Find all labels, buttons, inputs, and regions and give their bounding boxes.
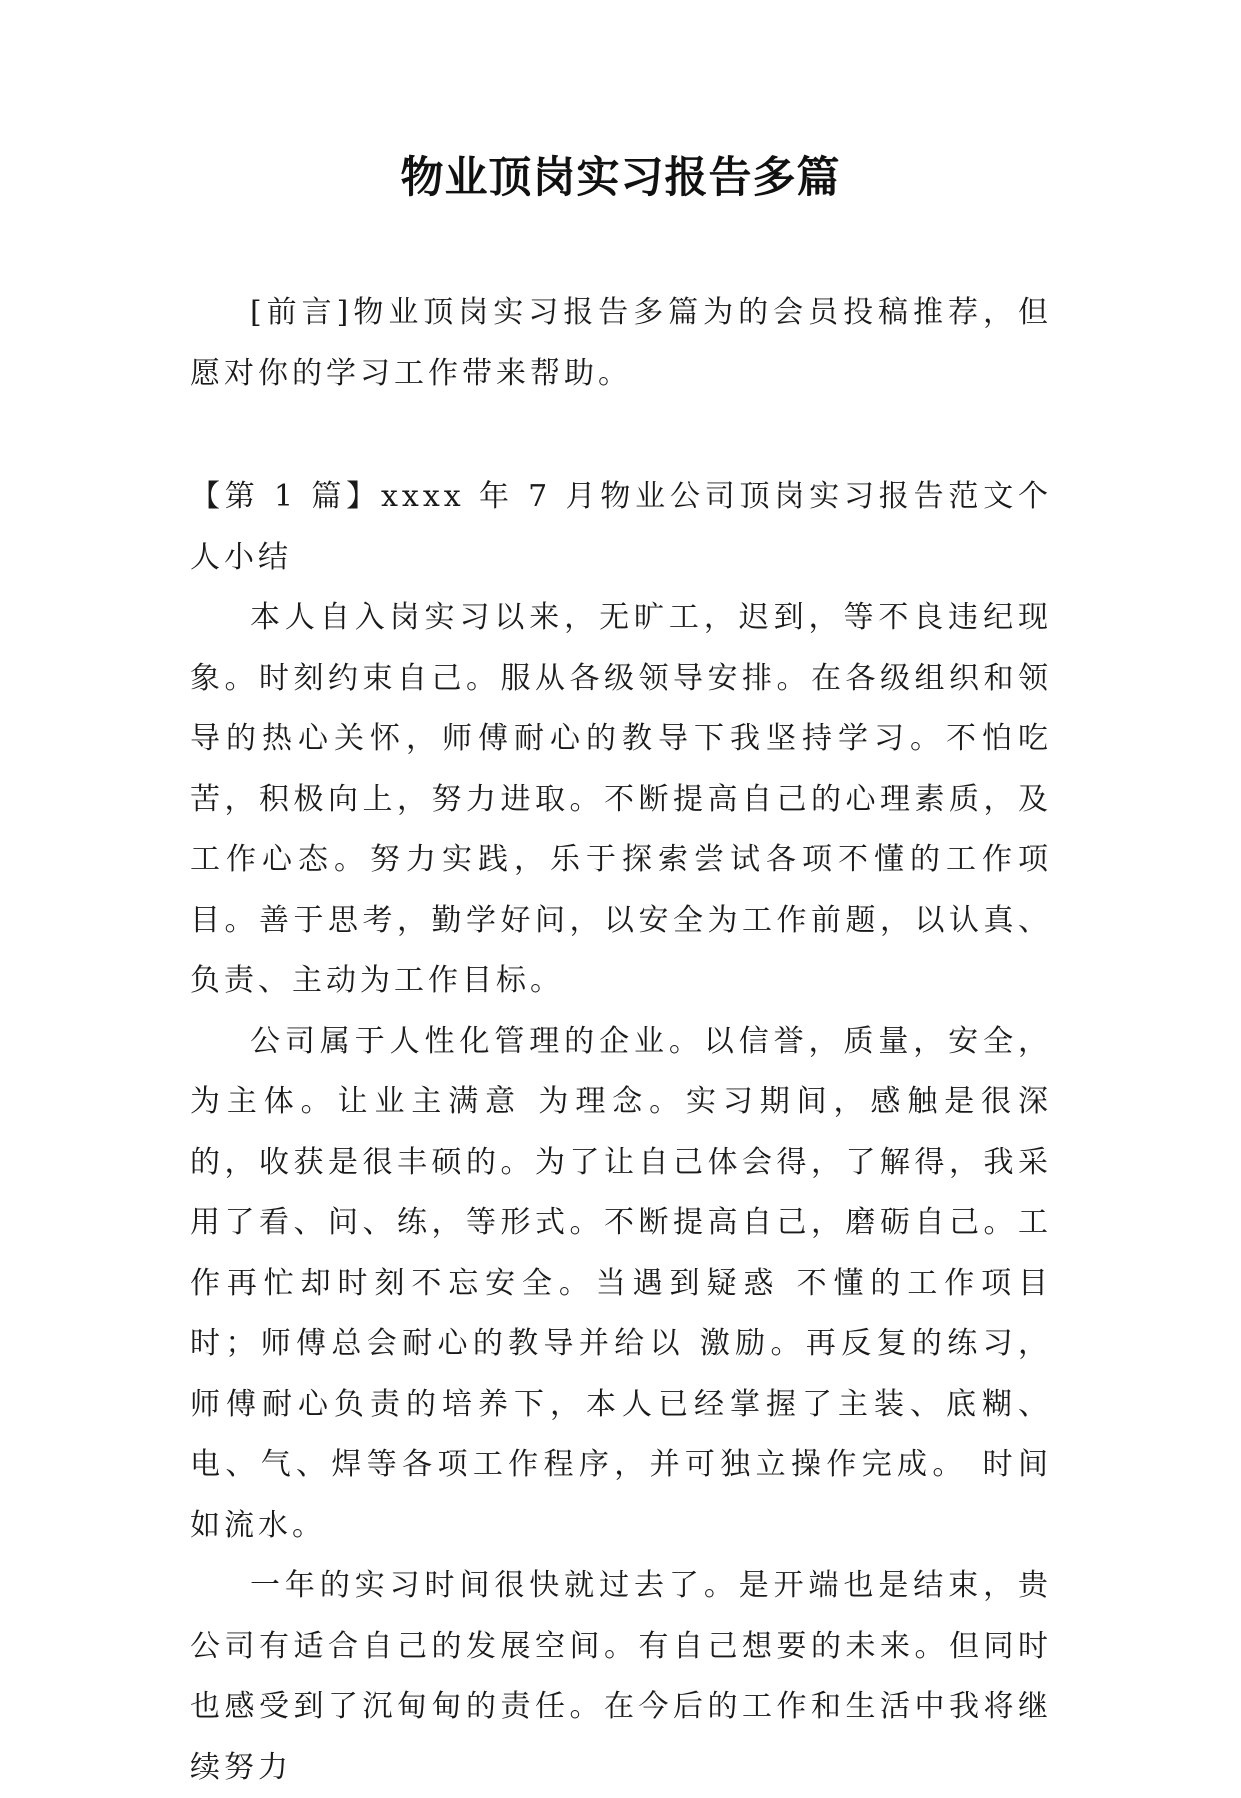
preface-paragraph: [前言]物业顶岗实习报告多篇为的会员投稿推荐，但愿对你的学习工作带来帮助。 xyxy=(190,295,1052,391)
document-title: 物业顶岗实习报告多篇 xyxy=(400,153,841,203)
body-paragraph-1: 本人自入岗实习以来，无旷工，迟到，等不良违纪现象。时刻约束自己。服从各级领导安排。在各级组织和领导的热心关怀，师傅耐心的教导下我坚持学习。不怕吃苦，积极向上，努力进取。不断提高自己的心理素质，及工作心态。努力实践，乐于探索尝试各项不懂的工作项目。善于思考，勤学好问，以安全为工作前题，以认真、负责、主动为工作目标。 xyxy=(190,600,1052,998)
body-paragraph-2: 公司属于人性化管理的企业。以信誉，质量，安全，为主体。让业主满意 为理念。实习期间，感触是很深的，收获是很丰硕的。为了让自己体会得，了解得，我采用了看、问、练，等形式。不断提高自己，磨砺自己。工作再忙却时刻不忘安全。当遇到疑惑 不懂的工作项目时；师傅总会耐心的教导并给以 激励。再反复的练习，师傅耐心负责的培养下，本人已经掌握了主装、底糊、电、气、焊等各项工作程序，并可独立操作完成。 时间如流水。 xyxy=(190,1023,1052,1543)
section-heading: 【第 1 篇】xxxx 年 7 月物业公司顶岗实习报告范文个人小结 xyxy=(190,479,1052,575)
document-body xyxy=(190,283,1052,1798)
spacer xyxy=(190,404,1052,467)
body-paragraph-3: 一年的实习时间很快就过去了。是开端也是结束，贵公司有适合自己的发展空间。有自己想要的未来。但同时也感受到了沉甸甸的责任。在今后的工作和生活中我将继续努力 xyxy=(190,1568,1052,1785)
